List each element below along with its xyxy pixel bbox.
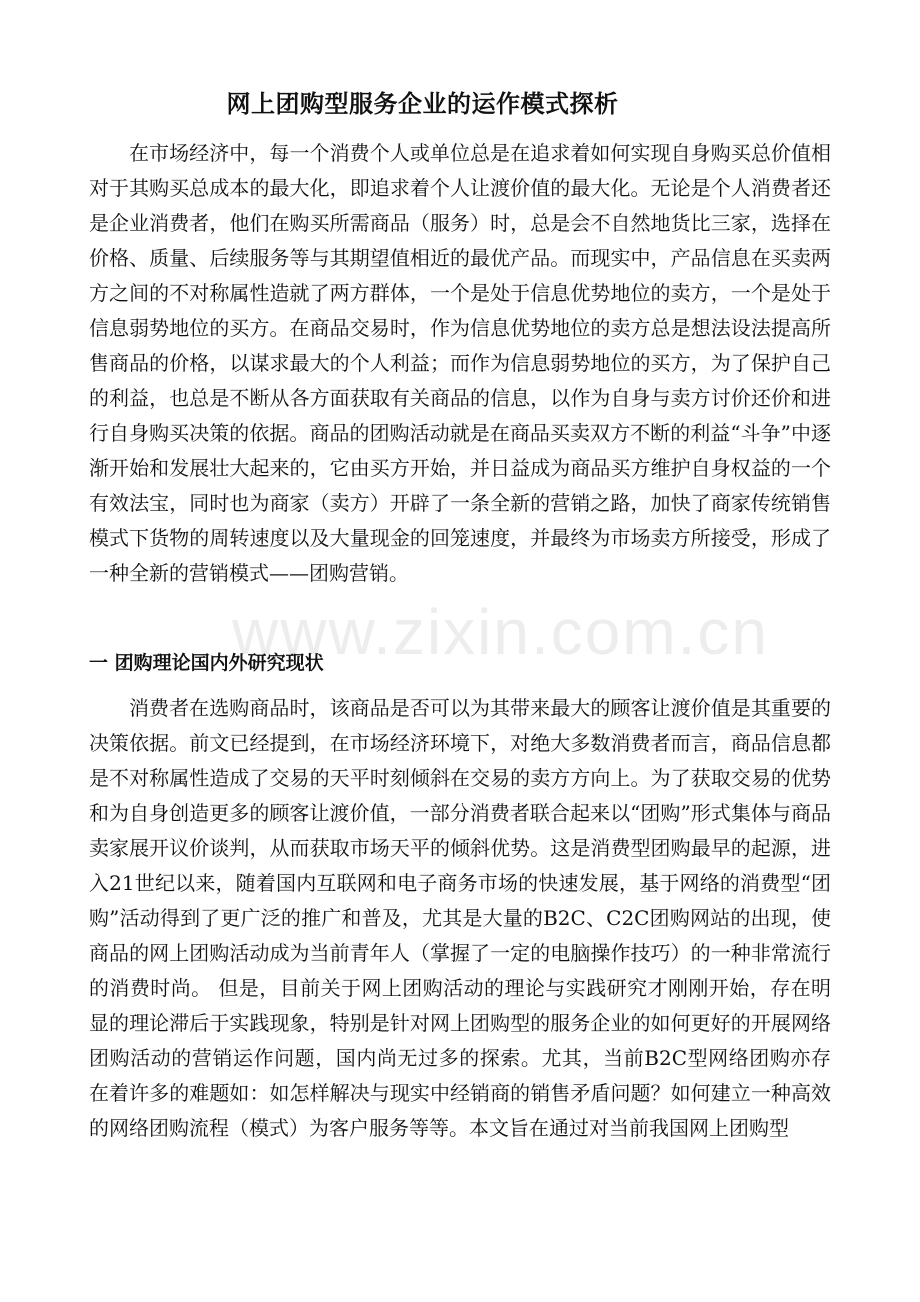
watermark: www.zixin.com.cn bbox=[232, 596, 769, 668]
document-title: 网上团购型服务企业的运作模式探析 bbox=[226, 90, 619, 118]
section-paragraph: 消费者在选购商品时，该商品是否可以为其带来最大的顾客让渡价值是其重要的决策依据。前文已经提到，在市场经济环境下，对绝大多数消费者而言，商品信息都是不对称属性造成了交易的天平时刻倾斜在交易的卖方方向上。为了获取交易的优势和为自身创造更多的顾客让渡价值，一部分消费者联合起来以“团购”形式集体与商品卖家展开议价谈判，从而获取市场天平的倾斜优势。这是消费型团购最早的起源，进入21世纪以来，随着国内互联网和电子商务市场的快速发展，基于网络的消费型“团购”活动得到了更广泛的推广和普及，尤其是大量的B2C、C2C团购网站的出现，使商品的网上团购活动成为当前青年人（掌握了一定的电脑操作技巧）的一种非常流行的消费时尚。 但是，目前关于网上团购活动的理论与实践研究才刚刚开始，存在明显的理论滞后于实践现象，特别是针对网上团购型的服务企业的如何更好的开展网络团购活动的营销运作问题，国内尚无过多的探索。尤其，当前B2C型网络团购亦存在着许多的难题如：如怎样解决与现实中经销商的销售矛盾问题？如何建立一种高效的网络团购流程（模式）为客户服务等等。本文旨在通过对当前我国网上团购型 bbox=[89, 696, 831, 1140]
section-heading: 一 团购理论国内外研究现状 bbox=[89, 652, 324, 674]
intro-paragraph: 在市场经济中，每一个消费个人或单位总是在追求着如何实现自身购买总价值相对于其购买总成本的最大化，即追求着个人让渡价值的最大化。无论是个人消费者还是企业消费者，他们在购买所需商品（服务）时，总是会不自然地货比三家，选择在价格、质量、后续服务等与其期望值相近的最优产品。而现实中，产品信息在买卖两方之间的不对称属性造就了两方群体，一个是处于信息优势地位的卖方，一个是处于信息弱势地位的买方。在商品交易时，作为信息优势地位的卖方总是想法设法提高所售商品的价格，以谋求最大的个人利益；而作为信息弱势地位的买方，为了保护自己的利益，也总是不断从各方面获取有关商品的信息，以作为自身与卖方讨价还价和进行自身购买决策的依据。商品的团购活动就是在商品买卖双方不断的利益“斗争”中逐渐开始和发展壮大起来的，它由买方开始，并日益成为商品买方维护自身权益的一个有效法宝，同时也为商家（卖方）开辟了一条全新的营销之路，加快了商家传统销售模式下货物的周转速度以及大量现金的回笼速度，并最终为市场卖方所接受，形成了一种全新的营销模式——团购营销。 bbox=[89, 141, 831, 585]
